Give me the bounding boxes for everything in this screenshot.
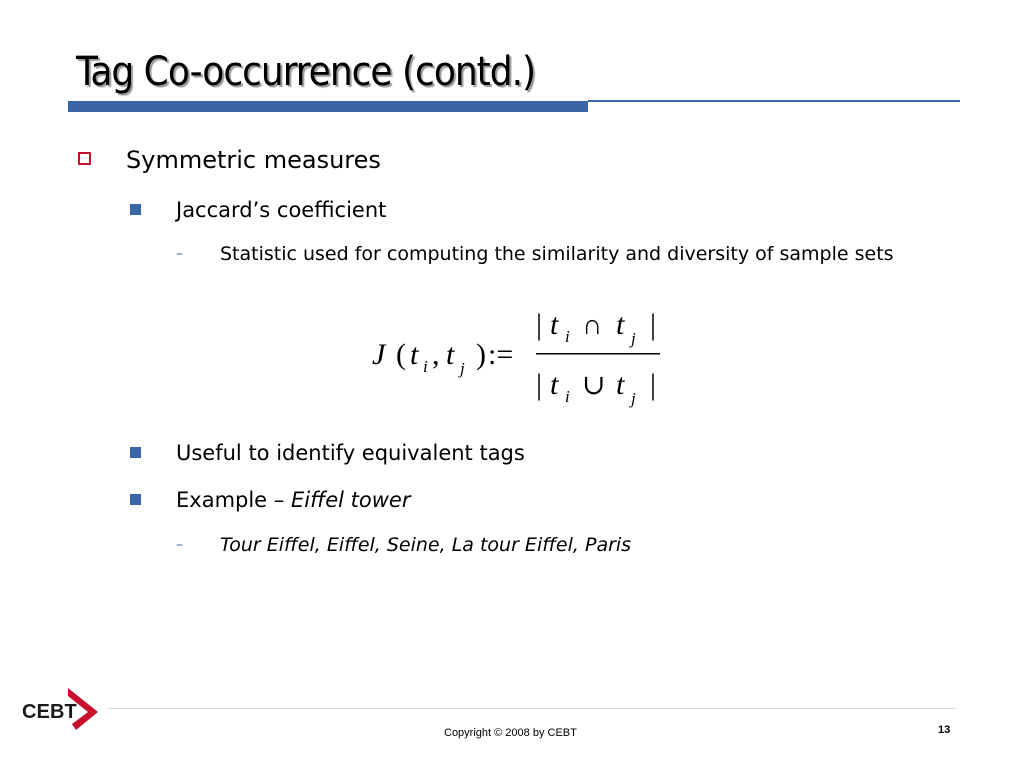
hollow-square-bullet-icon xyxy=(78,152,91,165)
formula-J: J xyxy=(372,338,386,371)
formula-sub-i: i xyxy=(565,387,570,406)
formula-sub-i: i xyxy=(423,357,428,376)
formula-t: t xyxy=(616,368,625,401)
formula-t: t xyxy=(550,308,559,341)
bullet-text: Useful to identify equivalent tags xyxy=(176,441,525,465)
square-bullet-icon xyxy=(130,447,141,458)
formula-sub-j: j xyxy=(631,389,636,408)
formula-sub-i: i xyxy=(565,327,570,346)
bullet-text: Statistic used for computing the similarity and diversity of sample sets xyxy=(220,243,894,265)
formula-bar: | xyxy=(650,308,657,341)
copyright-text: Copyright © 2008 by CEBT xyxy=(444,727,577,739)
formula-t: t xyxy=(550,368,559,401)
square-bullet-icon xyxy=(130,494,141,505)
example-prefix: Example – xyxy=(176,488,291,512)
formula-t: t xyxy=(616,308,625,341)
formula-comma: , xyxy=(432,338,440,371)
formula-cup: ∪ xyxy=(582,370,606,401)
page-number: 13 xyxy=(938,724,951,736)
formula-sub-j: j xyxy=(460,359,465,378)
example-topic: Eiffel tower xyxy=(290,488,411,512)
bullet-text: Symmetric measures xyxy=(126,146,381,174)
bullet-text xyxy=(176,487,410,513)
formula-cap: ∩ xyxy=(582,310,603,341)
logo-text-ce: CE xyxy=(22,701,50,723)
square-bullet-icon xyxy=(130,204,141,215)
formula-assign: := xyxy=(488,338,514,371)
formula-sub-j: j xyxy=(631,329,636,348)
slide-title: Tag Co-occurrence (contd.) xyxy=(76,49,536,95)
formula-fraction-line xyxy=(536,353,660,355)
formula-t: t xyxy=(446,338,455,371)
formula-bar: | xyxy=(650,368,657,401)
formula-rparen: ) xyxy=(476,338,486,371)
jaccard-formula xyxy=(370,300,670,420)
logo-text-bt: BT xyxy=(50,701,77,723)
title-underline-thick xyxy=(68,101,588,112)
formula-t: t xyxy=(410,338,419,371)
footer-divider xyxy=(108,708,956,709)
title-underline-thin xyxy=(588,100,960,102)
formula-bar: | xyxy=(536,308,543,341)
dash-bullet-icon: – xyxy=(176,537,183,553)
bullet-text: Tour Eiffel, Eiffel, Seine, La tour Eiffel, Paris xyxy=(220,534,632,556)
formula-lparen: ( xyxy=(396,338,406,371)
formula-bar: | xyxy=(536,368,543,401)
bullet-text: Jaccard’s coefficient xyxy=(176,198,387,222)
cebt-logo xyxy=(20,682,102,734)
dash-bullet-icon: – xyxy=(176,246,183,262)
